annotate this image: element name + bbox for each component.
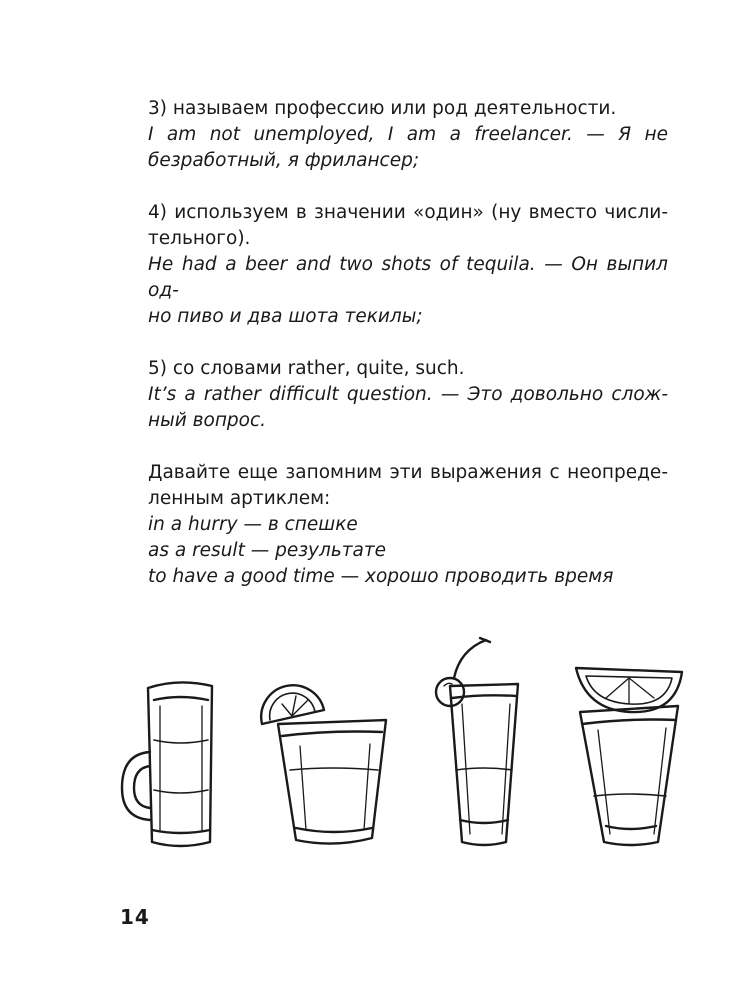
example-4-line2: но пиво и два шота текилы;	[148, 306, 423, 327]
example-4-line1: He had a beer and two shots of tequila. — Он выпил од-	[148, 254, 668, 301]
example-3-line2: безработный, я фрилансер;	[148, 150, 420, 171]
rule-4-line1: 4) используем в значении «один» (ну вместо числи-	[148, 202, 668, 223]
example-5-line2: ный вопрос.	[148, 410, 267, 431]
example-5-line1: It’s a rather difficult question. — Это довольно слож-	[148, 384, 668, 405]
rule-3: 3) называем профессию или род деятельности.	[148, 98, 617, 119]
expressions-intro-line2: ленным артиклем:	[148, 488, 331, 509]
shot-glass-with-cherry-icon	[436, 638, 518, 845]
rule-5: 5) со словами rather, quite, such.	[148, 358, 465, 379]
beer-mug-icon	[122, 682, 212, 846]
expressions-intro-line1: Давайте еще запомним эти выражения с неопреде-	[148, 462, 668, 483]
tequila-shot-with-lime-icon	[576, 668, 682, 845]
page-number: 14	[120, 905, 150, 929]
glasses-illustration	[110, 620, 700, 870]
example-3-line1: I am not unemployed, I am a freelancer. — Я не	[148, 124, 668, 145]
expression-item: in a hurry — в спешке	[148, 514, 358, 535]
expression-item: as a result — результате	[148, 540, 386, 561]
rule-4-line2: тельного).	[148, 228, 251, 249]
rocks-glass-with-lime-icon	[261, 685, 386, 843]
expression-item: to have a good time — хорошо проводить время	[148, 566, 614, 587]
page-text	[148, 96, 668, 590]
